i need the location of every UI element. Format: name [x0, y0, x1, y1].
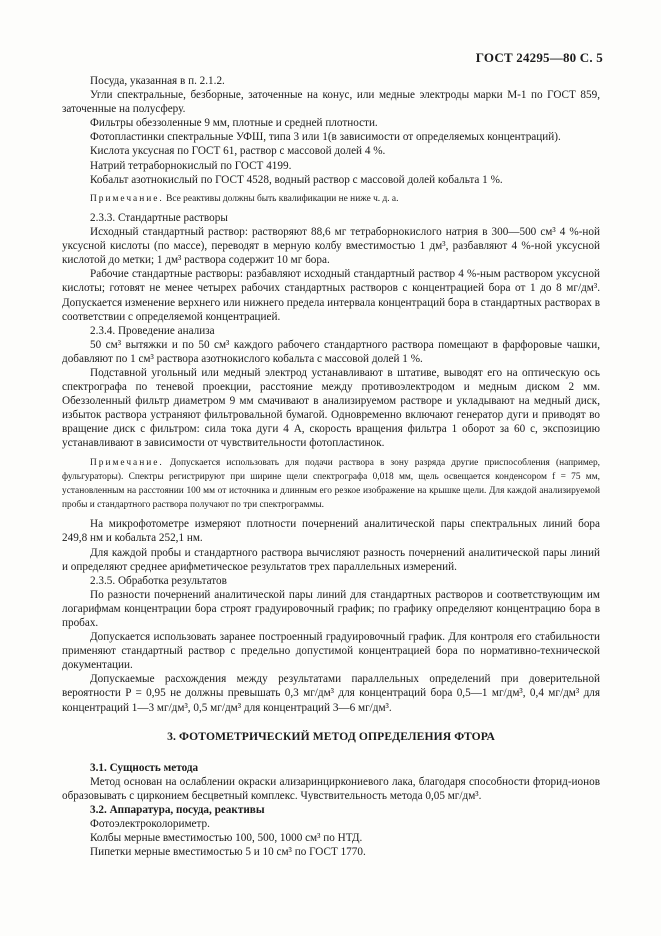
note	[62, 192, 600, 206]
page-header: ГОСТ 24295—80 С. 5	[475, 50, 603, 65]
subsection-heading: 2.3.5. Обработка результатов	[90, 574, 227, 587]
paragraph: Для каждой пробы и стандартного раствора вычисляют разность почернений аналитической пары линий и определяют среднее арифметическое результатов трех параллельных измерений.	[62, 546, 600, 573]
subsection-heading: 3.1. Сущность метода	[90, 761, 199, 774]
paragraph: Рабочие стандартные растворы: разбавляют исходный стандартный раствор 4 %-ным раствором уксусной кислоты; готовят не менее четырех рабочих стандартных растворов с концентрацией бора от 1 до 8 мг/дм³. Допускается изменение верхнего или нижнего предела интервала концентраций бора в стандартных растворах в соответствии с определяемой концентрацией.	[62, 268, 600, 323]
paragraph: Кобальт азотнокислый по ГОСТ 4528, водный раствор с массовой долей кобальта 1 %.	[90, 173, 503, 186]
paragraph: Кислота уксусная по ГОСТ 61, раствор с массовой долей 4 %.	[90, 145, 386, 158]
paragraph: Посуда, указанная в п. 2.1.2.	[90, 75, 225, 87]
paragraph: Допускаемые расхождения между результатами параллельных определений при доверительной вероятности P = 0,95 не должны превышать 0,3 мг/дм³ для концентраций бора 0,5—1 мг/дм³, 0,4 мг/дм³ для концентраций 1—3 мг/дм³, 0,5 мг/дм³ для концентраций 3—6 мг/дм³.	[62, 673, 600, 714]
paragraph: Исходный стандартный раствор: растворяют 88,6 мг тетраборнокислого натрия в 300—500 см³ 4 %-ной уксусной кислоты (по массе), переводят в мерную колбу вместимостью 1 дм³, разбавляют 4 %-ной уксусной кислотой до метки; 1 дм³ раствора содержит 10 мг бора.	[62, 226, 600, 267]
section-title: 3. ФОТОМЕТРИЧЕСКИЙ МЕТОД ОПРЕДЕЛЕНИЯ ФТОРА	[167, 729, 495, 743]
subsection-heading: 2.3.3. Стандартные растворы	[90, 211, 228, 224]
paragraph: Допускается использовать заранее построенный градуировочный график. Для контроля его стабильности применяют стандартный раствор с предельно допустимой концентрацией бора по нормативно-технической документации.	[62, 631, 600, 672]
paragraph: Подставной угольный или медный электрод устанавливают в штативе, выводят его на оптическую ось спектрографа по теневой проекции, расстояние между противоэлектродом и медным диском 2 мм. Обеззоленный фильтр диаметром 9 мм смачивают в анализируемом растворе и укладывают на медный диск, избыток раствора устраняют фильтровальной бумагой. Одновременно включают генератор дуги и приводят во вращение диск с фильтром: сила тока дуги 4 А, скорость вращения фильтра 1 оборот за 60 с, экспозицию устанавливают в зависимости от чувствительности фотопластинок.	[62, 366, 600, 450]
paragraph: Натрий тетраборнокислый по ГОСТ 4199.	[90, 159, 292, 172]
paragraph: Метод основан на ослаблении окраски ализаринциркониевого лака, благодаря способности фторид-ионов образовывать с цирконием бесцветный комплекс. Чувствительность метода 0,05 мг/дм³.	[62, 775, 600, 802]
paragraph: Фотоэлектроколориметр.	[90, 818, 210, 831]
paragraph: Фильтры обеззоленные 9 мм, плотные и средней плотности.	[90, 117, 378, 130]
note-text: Все реактивы должны быть квалификации не ниже ч. д. а.	[163, 193, 399, 204]
paragraph: По разности почернений аналитической пары линий для стандартных растворов и соответствующим им логарифмам концентрации бора строят градуировочный график; по графику определяют концентрацию бора в пробах.	[62, 588, 600, 630]
paragraph: Фотопластинки спектральные УФШ, типа 3 или 1(в зависимости от определяемых концентраций).	[90, 131, 561, 144]
note	[62, 456, 600, 513]
document-body	[62, 74, 600, 859]
paragraph: Угли спектральные, безборные, заточенные на конус, или медные электроды марки М-1 по ГОСТ 859, заточенные на полусферу.	[62, 89, 600, 116]
paragraph: 50 см³ вытяжки и по 50 см³ каждого рабочего стандартного раствора помещают в фарфоровые чашки, добавляют по 1 см³ раствора азотнокислого кобальта с массовой долей 1 %.	[62, 338, 600, 365]
paragraph: Пипетки мерные вместимостью 5 и 10 см³ по ГОСТ 1770.	[90, 846, 366, 859]
subsection-heading: 2.3.4. Проведение анализа	[90, 324, 215, 337]
note-label: Примечание.	[90, 193, 164, 204]
note-label: Примечание.	[90, 457, 164, 468]
paragraph: Колбы мерные вместимостью 100, 500, 1000 см³ по НТД.	[90, 832, 363, 845]
paragraph: На микрофотометре измеряют плотности почернений аналитической пары спектральных линий бора 249,8 нм и кобальта 252,1 нм.	[62, 518, 600, 545]
subsection-heading: 3.2. Аппаратура, посуда, реактивы	[90, 804, 265, 817]
note-text: Допускается использовать для подачи раствора в зону разряда другие приспособления (например, фульгураторы). Спектры регистрируют при ширине щели спектрографа 0,018 мм, щель освещается конденсором f = 75 мм, установленным на расстоянии 100 мм от источника и длинным его резкое изображение на крышке щели. Для каждой анализируемой пробы и стандартного раствора получают по три спектрограммы.	[62, 457, 600, 511]
